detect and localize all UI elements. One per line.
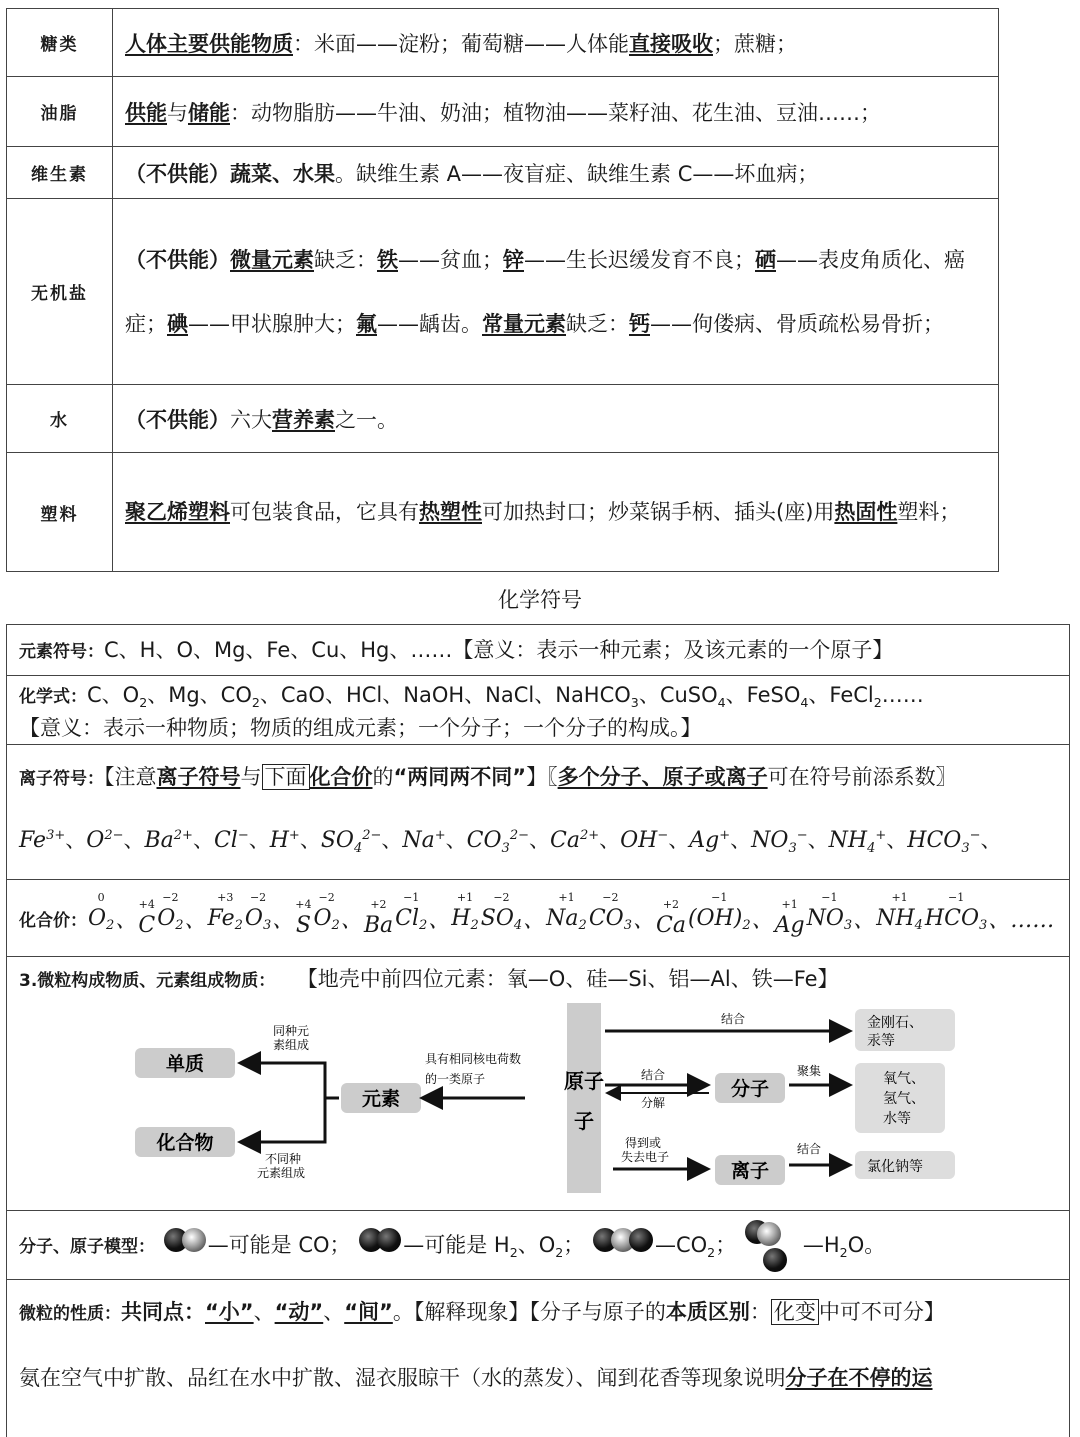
svg-text:结合: 结合 [797,1142,822,1156]
valence-element: −2 O3 [244,891,272,933]
valence-element: +3 Fe2 [207,891,243,933]
yuanzi-node [567,1003,601,1193]
table-row [7,385,999,453]
ion-symbol: Ca [550,828,580,853]
valence-element: −1 (OH)2 [687,891,751,933]
svg-text:具有相同核电荷数: 具有相同核电荷数 [425,1052,522,1066]
svg-text:元素: 元素 [361,1088,401,1110]
food-table [6,8,999,572]
svg-text:的一类原子: 的一类原子 [425,1072,486,1086]
valence-element: −2 SO4 [480,891,523,933]
models-section: 分子、原子模型： —可能是 CO； —可能是 $H_2$、$O_2$； $—CO_2$； $—H_2O$。 [6,1210,1070,1280]
ion-symbol: Ba [144,828,174,853]
table-row [7,147,999,199]
row-content: 人体主要供能物质：米面——淀粉；葡萄糖——人体能直接吸收；蔗糖； [113,9,999,77]
svg-text:得到或: 得到或 [625,1136,662,1150]
valence-element: +1 Ag [774,898,805,938]
table-row [7,77,999,147]
row-content: （不供能）微量元素缺乏：铁——贫血；锌——生长迟缓发育不良；硒——表皮角质化、癌症；碘——甲状腺肿大；氟——龋齿。常量元素缺乏：钙——佝偻病、骨质疏松易骨折； [113,199,999,385]
svg-text:化合物: 化合物 [156,1132,214,1154]
element-symbols-section [6,624,1070,676]
svg-text:汞等: 汞等 [867,1033,895,1049]
ion-symbol: NH [828,828,868,853]
svg-text:分解: 分解 [641,1096,666,1110]
valence-element: +4 S [295,898,312,938]
ion-symbol: O [86,828,105,853]
valence-element: −2 O2 [313,891,340,933]
section-label: 化合价： [19,911,87,931]
particles-section [6,956,1070,1211]
ion-note: 离子符号：【注意离子符号与 下面 化合价的“两同两不同”】〖多个分子、原子或离子可在符号前添系数〗 [19,765,957,789]
valence-element: 0 O2 [88,891,115,933]
valence-element: −1 NO3 [806,891,853,933]
svg-text:同种元: 同种元 [273,1024,310,1038]
svg-text:元素组成: 元素组成 [257,1166,306,1180]
row-label: 无机盐 [7,199,113,385]
row-label: 油脂 [7,77,113,147]
svg-text:素组成: 素组成 [273,1038,310,1052]
row-label: 糖类 [7,9,113,77]
ion-symbol: Ag [689,828,720,853]
h2o-molecule-icon [745,1218,801,1274]
properties-line: 微粒的性质：共同点：“小”、“动”、“间”。【解释现象】【分子与原子的本质区别： 化变 中可不可分】 [19,1300,945,1324]
valence-element: +1 NH4 [876,891,923,933]
ion-symbol: HCO [907,828,962,853]
table-row [7,9,999,77]
ion-symbol: H [269,828,289,853]
valence-element: −1 HCO3 [924,891,988,933]
element-symbols-text: C、H、O、Mg、Fe、Cu、Hg、……【意义：表示一种元素；及该元素的一个原子】 [104,638,894,662]
svg-text:不同种: 不同种 [265,1152,302,1166]
svg-text:聚集: 聚集 [797,1064,822,1078]
ion-symbol: Fe [19,828,47,853]
row-content: （不供能）六大营养素之一。 [113,385,999,453]
svg-text:失去电子: 失去电子 [621,1150,670,1164]
valence-list: 0 O2 、 +4 C −2 O2 、 +3 Fe2 −2 O3 、 +4 S −2 O2 、 +2 Ba −1 Cl2 、 +1 H2 −2 SO4 、 +1 Na2 −2 CO3 、 +2 Ca −1 (OH)2 、 +1 Ag −1 NO3 、 +1 NH4 −1 HCO3 [87,916,988,941]
svg-text:离子: 离子 [730,1160,770,1182]
formula-list: C、$O_2$、Mg、$CO_2$、CaO、HCl、NaOH、NaCl、NaHCO$_3$、CuSO$_4$、FeSO$_4$、FeCl$_2$…… [87,683,924,711]
row-label: 水 [7,385,113,453]
svg-text:子: 子 [574,1109,594,1133]
valence-element: −2 CO3 [588,891,632,933]
row-content: 聚乙烯塑料可包装食品，它具有热塑性可加热封口；炒菜锅手柄、插头(座)用热固性塑料； [113,453,999,572]
ion-symbol: CO [466,828,502,853]
section-label: 化学式： [19,687,87,707]
section-label: 元素符号： [19,642,104,662]
co-molecule-icon [164,1228,206,1252]
table-row [7,199,999,385]
properties-section [6,1279,1070,1437]
ion-list: $Fe^{3+}$、$O^{2-}$、$Ba^{2+}$、Cl−、H+、$SO_4^{2-}$、Na+、$CO_3^{2-}$、$Ca^{2+}$、OH−、Ag+、$NO_3^-$、$NH_4^+$、$HCO_3^-$、 [19,828,1002,857]
valence-section: 化合价： 0 O2 、 +4 C −2 O2 、 +3 Fe2 −2 O3 、 +4 S −2 O2 、 +2 Ba −1 Cl2 、 +1 H2 −2 SO4 、 +1 Na2 −2 CO3 、 +2 Ca −1 (OH)2 、 +1 Ag −1 NO3 、 +1 NH4 −1 HCO3 、…… [6,879,1070,957]
svg-text:单质: 单质 [165,1053,205,1075]
svg-text:结合: 结合 [721,1012,746,1026]
section-title: 化学符号 [498,588,582,612]
svg-text:金刚石、: 金刚石、 [867,1015,923,1031]
svg-text:氧气、: 氧气、 [883,1071,925,1087]
row-label: 塑料 [7,453,113,572]
section-label: 分子、原子模型： [19,1237,155,1257]
formula-section [6,675,1070,745]
valence-element: +4 C [138,898,156,938]
ion-symbol: Cl [213,828,238,853]
svg-text:原子: 原子 [564,1069,604,1093]
valence-element: +2 Ba [363,898,394,938]
ion-symbol: SO [320,828,354,853]
svg-text:结合: 结合 [641,1068,666,1082]
valence-element: +1 Na2 [546,891,587,933]
ion-symbol: NO [751,828,789,853]
particles-heading: 3.微粒构成物质、元素组成物质： 【地壳中前四位元素：氧—O、硅—Si、铝—Al、铁—Fe】 [19,967,839,991]
diatomic-molecule-icon [359,1228,401,1252]
svg-text:水等: 水等 [883,1111,911,1127]
co2-molecule-icon [593,1228,653,1252]
valence-element: +2 Ca [655,898,686,938]
properties-line2: 氨在空气中扩散、品红在水中扩散、湿衣服晾干（水的蒸发）、闻到花香等现象说明分子在不停的运 [19,1366,933,1390]
svg-text:氯化钠等: 氯化钠等 [867,1159,923,1175]
table-row [7,453,999,572]
row-content: 供能与储能：动物脂肪——牛油、奶油；植物油——菜籽油、花生油、豆油……； [113,77,999,147]
valence-element: −1 Cl2 [395,891,428,933]
formula-meaning: 【意义：表示一种物质；物质的组成元素；一个分子；一个分子的构成。】 [19,716,702,740]
row-label: 维生素 [7,147,113,199]
svg-text:分子: 分子 [730,1078,770,1100]
row-content: （不供能）蔬菜、水果。缺维生素 A——夜盲症、缺维生素 C——坏血病； [113,147,999,199]
composition-diagram [125,1003,965,1203]
ion-symbols-section [6,744,1070,880]
svg-text:氢气、: 氢气、 [883,1091,925,1107]
valence-element: −2 O2 [157,891,184,933]
ion-symbol: OH [620,828,658,853]
ion-symbol: Na [402,828,435,853]
valence-element: +1 H2 [451,891,479,933]
